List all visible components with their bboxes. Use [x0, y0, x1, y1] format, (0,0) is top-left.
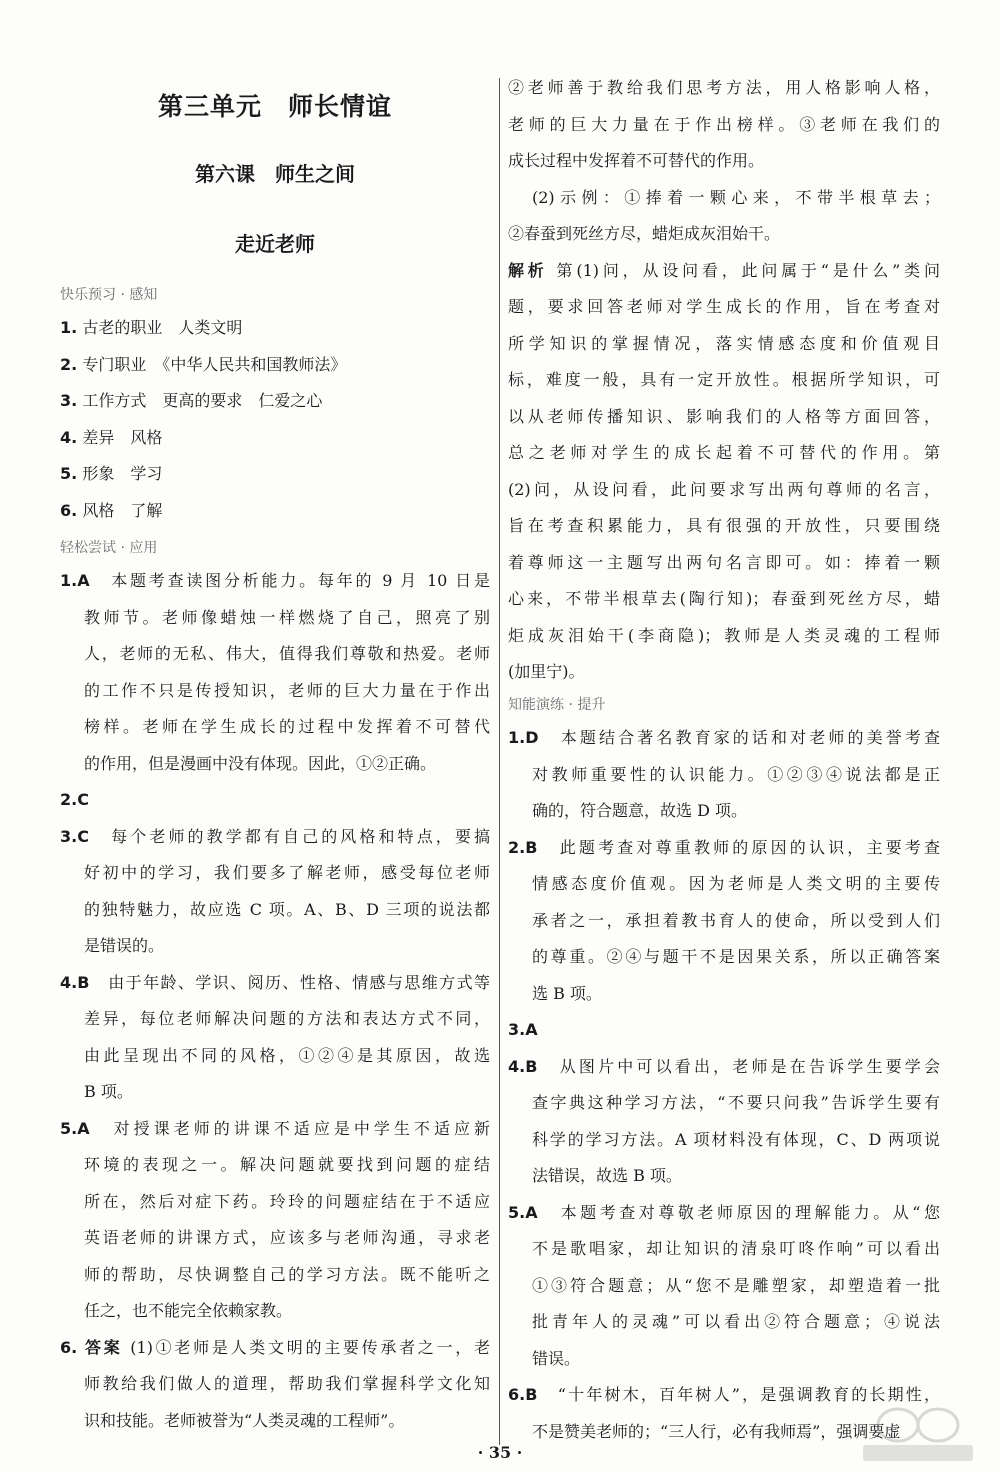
analysis-line: 以从老师传播知识、影响我们的人格等方面回答，: [508, 406, 940, 426]
answer-line: 3.A: [508, 1020, 538, 1039]
answer-line: 1.A 本题考查读图分析能力。每年的 9 月 10 日是: [60, 571, 490, 590]
answer-line: 6.B “十年树木，百年树人”，是强调教育的长期性，: [508, 1385, 940, 1404]
analysis-line: 解析 第(1)问，从设问看，此问属于“是什么”类问: [508, 260, 940, 280]
answer-line: 识和技能。老师被誉为“人类灵魂的工程师”。: [84, 1410, 405, 1430]
answer-line: 的工作不只是传授知识，老师的巨大力量在于作出: [84, 680, 490, 700]
answer-line: 人，老师的无私、伟大，值得我们尊敬和热爱。老师: [84, 644, 490, 663]
answer-line: 老师的巨大力量在于作出榜样。③老师在我们的: [508, 114, 940, 134]
answer-line: 错误。: [532, 1348, 581, 1368]
answer-line: 不是赞美老师的；“三人行，必有我师焉”，强调要虚: [532, 1421, 901, 1441]
answer-line: 承者之一，承担着教书育人的使命，所以受到人们: [532, 910, 940, 930]
preview-item: 3. 工作方式 更高的要求 仁爱之心: [60, 391, 323, 410]
answer-line: B 项。: [84, 1082, 133, 1101]
analysis-line: 标，难度一般，具有一定开放性。根据所学知识，可: [508, 370, 940, 389]
answer-line: 的作用，但是漫画中没有体现。因此，①②正确。: [84, 753, 437, 773]
answer-line: 3.C 每个老师的教学都有自己的风格和特点，要搞: [60, 826, 490, 846]
answer-line: ②老师善于教给我们思考方法，用人格影响人格，: [508, 78, 940, 97]
preview-item: 5. 形象 学习: [60, 464, 163, 483]
lesson-title: 第六课 师生之间: [195, 162, 355, 186]
answer-line: ②春蚕到死丝方尽，蜡炬成灰泪始干。: [508, 224, 781, 243]
answer-line: 5.A 对授课老师的讲课不适应是中学生不适应新: [60, 1118, 490, 1138]
answer-line: 选 B 项。: [532, 983, 602, 1003]
subheading-practice: 轻松尝试 · 应用: [60, 540, 158, 556]
analysis-line: 所学知识的掌握情况，落实情感态度和价值观目: [508, 333, 940, 353]
answer-line: 环境的表现之一。解决问题就要找到问题的症结: [84, 1155, 490, 1174]
answer-line: 2.B 此题考查对尊重教师的原因的认识，主要考查: [508, 837, 940, 857]
preview-section: [60, 280, 490, 529]
column-divider: [499, 78, 500, 1445]
answer-line: 4.B 从图片中可以看出，老师是在告诉学生要学会: [508, 1056, 940, 1076]
subheading-extension: 知能演练 · 提升: [508, 697, 606, 713]
answer-line: 好初中的学习，我们要多了解老师，感受每位老师: [84, 863, 490, 882]
answer-line: 的尊重。②④与题干不是因果关系，所以正确答案: [532, 947, 940, 966]
analysis-line: 题，要求回答老师对学生成长的作用，旨在考查对: [508, 297, 940, 316]
answer-line: 由此呈现出不同的风格，①②④是其原因，故选: [84, 1045, 490, 1065]
answer-line: 成长过程中发挥着不可替代的作用。: [508, 151, 765, 170]
answer-line: 任之，也不能完全依赖家教。: [84, 1301, 293, 1320]
answer-line: 确的，符合题意，故选 D 项。: [532, 801, 748, 820]
analysis-line: 炬成灰泪始干(李商隐)；教师是人类灵魂的工程师: [508, 625, 940, 645]
analysis-line: 心来，不带半根草去(陶行知)；春蚕到死丝方尽，蜡: [508, 589, 940, 608]
analysis-line: (2)问，从设问看，此问要求写出两句尊师的名言，: [508, 479, 940, 499]
answer-line: 师的帮助，尽快调整自己的学习方法。既不能听之: [84, 1264, 490, 1284]
answer-line: 法错误，故选 B 项。: [532, 1166, 682, 1185]
answer-line: 教师节。老师像蜡烛一样燃烧了自己，照亮了别: [84, 607, 490, 627]
section-title: 走近老师: [235, 232, 315, 256]
answer-line: 英语老师的讲课方式，应该多与老师沟通，寻求老: [84, 1228, 490, 1247]
preview-item: 4. 差异 风格: [60, 427, 163, 447]
subheading-preview: 快乐预习 · 感知: [60, 287, 158, 303]
practice-section: [60, 533, 490, 1439]
answer-line: 榜样。老师在学生成长的过程中发挥着不可替代: [84, 717, 490, 736]
answer-line: (2)示例：①捧着一颗心来，不带半根草去；: [532, 187, 940, 207]
answer-line: 不是歌唱家，却让知识的清泉叮咚作响”可以看出: [532, 1239, 940, 1258]
answer-line: 2.C: [60, 790, 89, 809]
extension-section: [508, 690, 940, 1450]
answer-line: 科学的学习方法。A 项材料没有体现，C、D 两项说: [532, 1129, 940, 1149]
preview-item: 6. 风格 了解: [60, 500, 163, 520]
preview-item: 1. 古老的职业 人类文明: [60, 318, 243, 337]
answer-line: 5.A 本题考查对尊敬老师原因的理解能力。从“您: [508, 1202, 940, 1222]
answer-line: 的独特魅力，故应选 C 项。A、B、D 三项的说法都: [84, 899, 490, 919]
answer-line: 6. 答案 (1)①老师是人类文明的主要传承者之一，老: [60, 1337, 490, 1357]
answer-line: 1.D 本题结合著名教育家的话和对老师的美誉考查: [508, 728, 940, 747]
analysis-line: (加里宁)。: [508, 662, 585, 681]
analysis-line: 旨在考查积累能力，具有很强的开放性，只要围绕: [508, 516, 940, 535]
answer-line: 4.B 由于年龄、学识、阅历、性格、情感与思维方式等: [60, 972, 490, 992]
analysis-line: 着尊师这一主题写出两句名言即可。如：捧着一颗: [508, 552, 940, 572]
answer-line: 查字典这种学习方法，“不要只问我”告诉学生要有: [532, 1093, 940, 1112]
answer-line: 所在，然后对症下药。玲玲的问题症结在于不适应: [84, 1191, 490, 1211]
answer-line: 差异，每位老师解决问题的方法和表达方式不同，: [84, 1009, 490, 1028]
answer-line: 批青年人的灵魂”可以看出②符合题意；④说法: [532, 1312, 940, 1331]
analysis-line: 总之老师对学生的成长起着不可替代的作用。第: [508, 443, 940, 462]
answer-line: 师教给我们做人的道理，帮助我们掌握科学文化知: [84, 1374, 490, 1393]
answer-line: 是错误的。: [84, 936, 165, 955]
answer-line: 对教师重要性的认识能力。①②③④说法都是正: [532, 764, 940, 784]
preview-item: 2. 专门职业 《中华人民共和国教师法》: [60, 354, 347, 374]
page-number: · 35 ·: [477, 1443, 523, 1462]
continued-answer: [508, 70, 940, 691]
unit-title: 第三单元 师长情谊: [157, 92, 392, 121]
answer-line: 情感态度价值观。因为老师是人类文明的主要传: [532, 874, 940, 893]
watermark-logo-icon: [858, 1403, 978, 1465]
answer-line: ①③符合题意；从“您不是雕塑家，却塑造着一批: [532, 1275, 940, 1295]
